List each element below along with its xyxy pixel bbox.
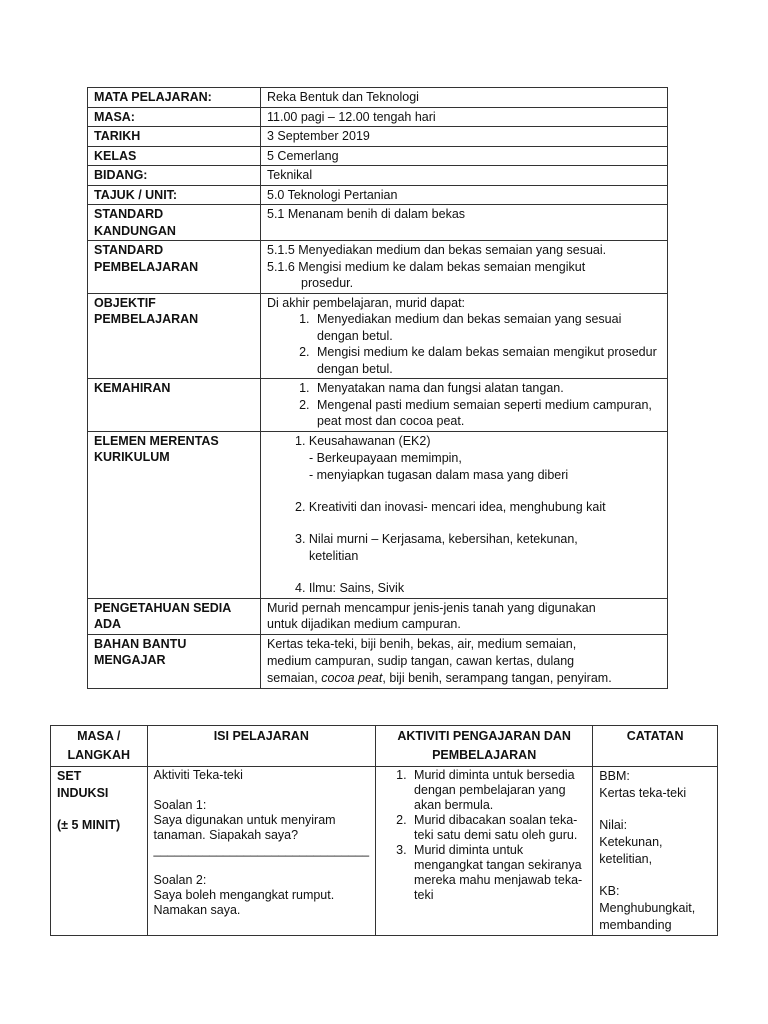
- isi-title: Aktiviti Teka-teki: [153, 768, 243, 782]
- row-kemahiran: [88, 379, 668, 432]
- value-standard-kandungan: 5.1 Menanam benih di dalam bekas: [261, 205, 668, 241]
- spacer: [57, 802, 141, 817]
- cell-isi: [147, 767, 376, 936]
- lesson-plan-table: [50, 725, 718, 936]
- header-line: AKTIVITI PENGAJARAN DAN: [397, 729, 571, 743]
- value-emk: [261, 431, 668, 598]
- catatan-nilai-value: Ketekunan, ketelitian,: [599, 835, 663, 866]
- value-tajuk: 5.0 Teknologi Pertanian: [261, 185, 668, 205]
- header-aktiviti: [376, 726, 593, 767]
- bbm-text: semaian,: [267, 670, 322, 685]
- blank-line: _______________________________: [153, 843, 370, 857]
- spacer: [599, 802, 711, 817]
- step-line: INDUKSI: [57, 786, 109, 800]
- label-bidang: BIDANG:: [88, 166, 261, 186]
- label-masa: MASA:: [88, 107, 261, 127]
- row-mata-pelajaran: [88, 88, 668, 108]
- spacer: [295, 516, 661, 531]
- soalan-text: Saya boleh mengangkat rumput. Namakan saya.: [153, 888, 335, 917]
- label-bbm: [88, 634, 261, 688]
- list-item: 2. Mengisi medium ke dalam bekas semaian mengikut prosedur dengan betul.: [313, 344, 661, 377]
- value-objektif: [261, 293, 668, 379]
- spacer: [154, 783, 370, 798]
- label-line: KURIKULUM: [94, 450, 170, 464]
- bbm-italic-text: cocoa peat: [321, 670, 383, 685]
- soalan-label: Soalan 1:: [153, 798, 207, 812]
- row-kelas: [88, 146, 668, 166]
- label-objektif: [88, 293, 261, 379]
- label-line: OBJEKTIF: [94, 295, 156, 310]
- label-pengetahuan: [88, 598, 261, 634]
- value-kelas: 5 Cemerlang: [261, 146, 668, 166]
- step-duration: (± 5 MINIT): [57, 818, 121, 832]
- sp-line: 5.1.6 Mengisi medium ke dalam bekas semaian mengikut: [267, 259, 586, 274]
- header-catatan: CATATAN: [593, 726, 718, 767]
- list-item: 2. Mengenal pasti medium semaian seperti medium campuran, peat most dan cocoa peat.: [313, 397, 661, 430]
- row-tarikh: [88, 127, 668, 147]
- label-standard-pembelajaran: [88, 241, 261, 294]
- list-item: 1. Murid diminta untuk bersedia dengan pembelajaran yang akan bermula.: [410, 768, 586, 813]
- row-bbm: [88, 634, 668, 688]
- label-line: ADA: [94, 617, 122, 631]
- list-item: 1. Menyatakan nama dan fungsi alatan tangan.: [313, 380, 661, 397]
- soalan-label: Soalan 2:: [153, 873, 207, 887]
- label-line: KANDUNGAN: [94, 223, 176, 238]
- value-standard-pembelajaran: [261, 241, 668, 294]
- label-tarikh: TARIKH: [88, 127, 261, 147]
- emk-line: ketelitian: [309, 548, 359, 563]
- list-item: 3. Murid diminta untuk mengangkat tangan sekiranya mereka mahu menjawab teka-teki: [410, 843, 586, 903]
- row-objektif: [88, 293, 668, 379]
- pengetahuan-line: Murid pernah mencampur jenis-jenis tanah yang digunakan: [267, 600, 596, 615]
- bbm-text: , biji benih, serampang tangan, penyiram.: [382, 670, 612, 685]
- label-mata-pelajaran: MATA PELAJARAN:: [88, 88, 261, 108]
- step-line: SET: [57, 769, 82, 783]
- label-kelas: KELAS: [88, 146, 261, 166]
- header-isi: ISI PELAJARAN: [147, 726, 376, 767]
- catatan-bbm-value: Kertas teka-teki: [599, 786, 687, 800]
- label-kemahiran: KEMAHIRAN: [88, 379, 261, 432]
- bbm-line: medium campuran, sudip tangan, cawan kertas, dulang: [267, 653, 575, 668]
- aktiviti-list: [382, 768, 586, 903]
- row-standard-kandungan: [88, 205, 668, 241]
- label-line: STANDARD: [94, 243, 164, 257]
- label-line: ELEMEN MERENTAS: [94, 433, 219, 448]
- label-line: PEMBELAJARAN: [94, 312, 199, 326]
- label-emk: [88, 431, 261, 598]
- value-bidang: Teknikal: [261, 166, 668, 186]
- cell-aktiviti: [376, 767, 593, 936]
- row-bidang: [88, 166, 668, 186]
- value-kemahiran: [261, 379, 668, 432]
- bbm-line: Kertas teka-teki, biji benih, bekas, air, medium semaian,: [267, 636, 577, 651]
- list-item: 1. Menyediakan medium dan bekas semaian yang sesuai dengan betul.: [313, 311, 661, 344]
- soalan-text: Saya digunakan untuk menyiram tanaman. Siapakah saya?: [153, 813, 336, 842]
- row-standard-pembelajaran: [88, 241, 668, 294]
- header-line: PEMBELAJARAN: [432, 748, 537, 762]
- emk-line: - menyiapkan tugasan dalam masa yang diberi: [309, 467, 569, 482]
- header-row: [51, 726, 718, 767]
- label-line: BAHAN BANTU: [94, 636, 187, 651]
- label-tajuk: TAJUK / UNIT:: [88, 185, 261, 205]
- label-line: PENGETAHUAN SEDIA: [94, 600, 232, 615]
- objektif-intro: Di akhir pembelajaran, murid dapat:: [267, 295, 466, 310]
- value-tarikh: 3 September 2019: [261, 127, 668, 147]
- row-tajuk: [88, 185, 668, 205]
- objektif-list: [267, 311, 661, 377]
- label-line: STANDARD: [94, 207, 164, 221]
- catatan-bbm-label: BBM:: [599, 769, 630, 783]
- catatan-kb-value: Menghubungkait, membanding: [599, 901, 696, 932]
- lesson-info-table: [87, 87, 668, 689]
- emk-line: 4. Ilmu: Sains, Sivik: [295, 580, 405, 595]
- catatan-kb-label: KB:: [599, 884, 620, 898]
- value-bbm: [261, 634, 668, 688]
- list-item: 2. Murid dibacakan soalan teka-teki satu demi satu oleh guru.: [410, 813, 586, 843]
- header-line: LANGKAH: [67, 748, 131, 762]
- cell-langkah: [51, 767, 148, 936]
- value-masa: 11.00 pagi – 12.00 tengah hari: [261, 107, 668, 127]
- cell-catatan: [593, 767, 718, 936]
- emk-line: 2. Kreativiti dan inovasi- mencari idea, menghubung kait: [295, 499, 606, 514]
- row-pengetahuan: [88, 598, 668, 634]
- spacer: [599, 868, 711, 883]
- spacer: [295, 565, 661, 580]
- row-masa: [88, 107, 668, 127]
- emk-line: 3. Nilai murni – Kerjasama, kebersihan, ketekunan,: [295, 531, 578, 546]
- spacer: [295, 484, 661, 499]
- catatan-nilai-label: Nilai:: [599, 818, 628, 832]
- row-emk: [88, 431, 668, 598]
- spacer: [154, 858, 370, 873]
- header-masa: [51, 726, 148, 767]
- label-standard-kandungan: [88, 205, 261, 241]
- sp-line: prosedur.: [301, 276, 354, 290]
- label-line: PEMBELAJARAN: [94, 259, 199, 274]
- value-pengetahuan: [261, 598, 668, 634]
- sp-line: 5.1.5 Menyediakan medium dan bekas semaian yang sesuai.: [267, 243, 607, 257]
- label-line: MENGAJAR: [94, 653, 166, 667]
- header-line: MASA /: [77, 729, 121, 743]
- kemahiran-list: [267, 380, 661, 430]
- emk-line: 1. Keusahawanan (EK2): [295, 433, 431, 448]
- bbm-line: [267, 670, 661, 687]
- value-mata-pelajaran: Reka Bentuk dan Teknologi: [261, 88, 668, 108]
- table-row: [51, 767, 718, 936]
- emk-line: - Berkeupayaan memimpin,: [309, 450, 462, 465]
- pengetahuan-line: untuk dijadikan medium campuran.: [267, 617, 461, 631]
